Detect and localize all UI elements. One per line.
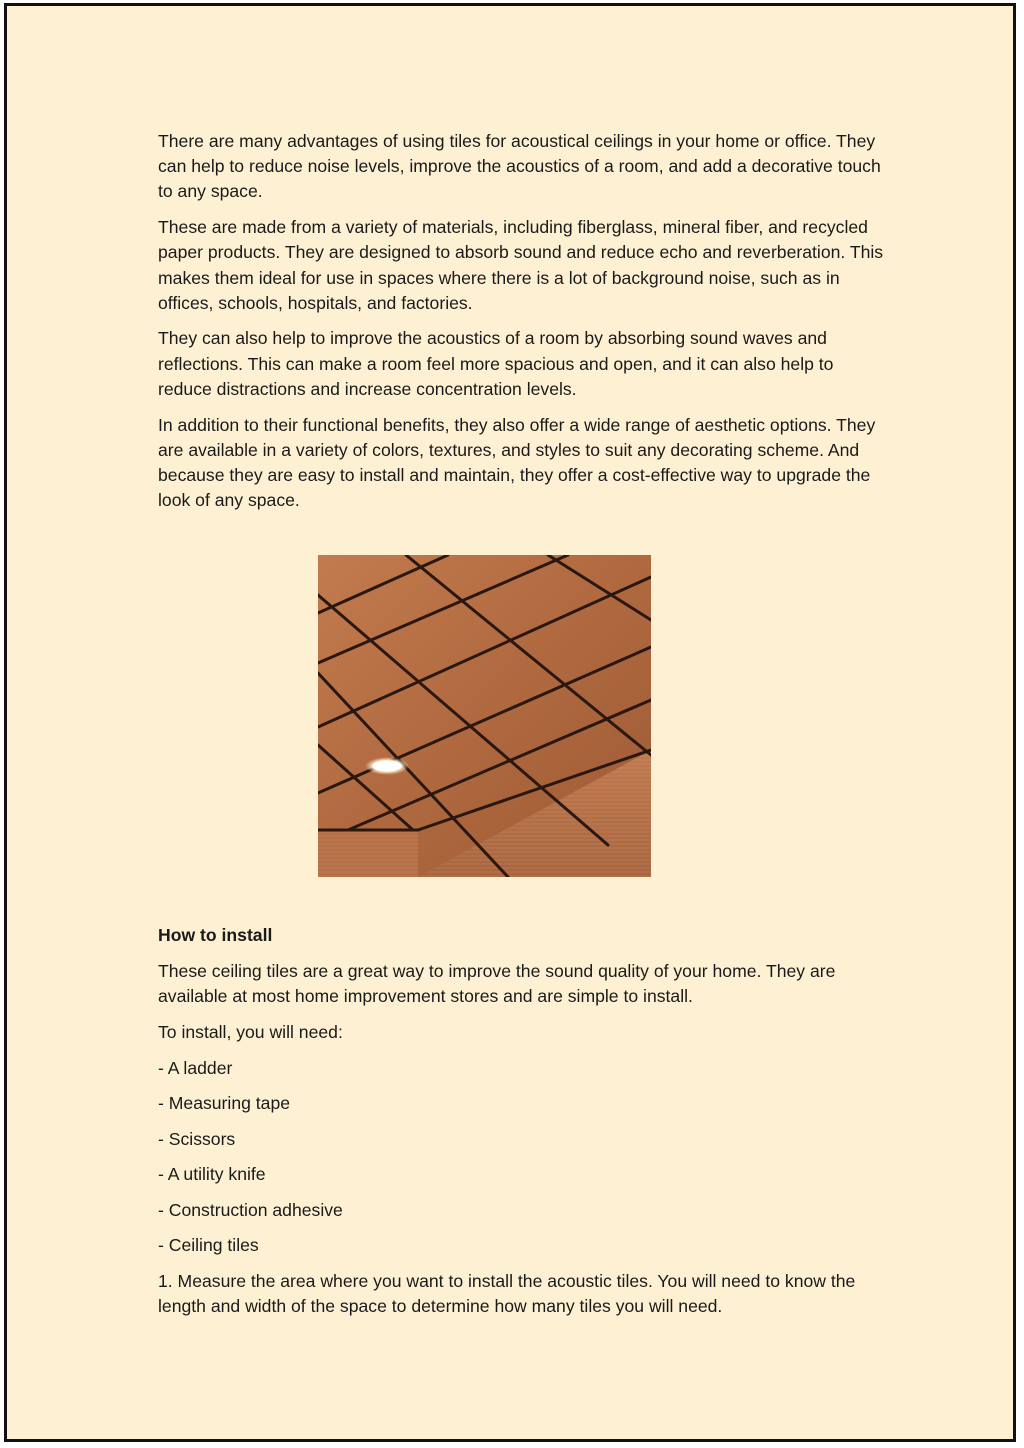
document-page [4,3,1016,1442]
install-needs-label: To install, you will need: [158,1021,343,1042]
list-item: - Measuring tape [158,1093,291,1114]
list-item: - Construction adhesive [158,1199,343,1220]
intro-paragraph-2: These are made from a variety of materials, including fiberglass, mineral fiber, and recycled paper products. They are designed to absorb sound and reduce echo and reverberation. This makes them ideal for use in spaces where there is a lot of background noise, such as in offices, schools, hospitals, and factories. [158,217,884,313]
install-step-1: 1. Measure the area where you want to install the acoustic tiles. You will need to know the length and width of the space to determine how many tiles you will need. [158,1270,856,1316]
list-item: - Ceiling tiles [158,1235,259,1256]
intro-paragraph-1: There are many advantages of using tiles for acoustical ceilings in your home or office. They can help to reduce noise levels, improve the acoustics of a room, and add a decorative touch to any space. [158,131,881,202]
ceiling-tiles-photo [318,555,651,877]
list-item: - Scissors [158,1128,236,1149]
list-item: - A ladder [158,1057,233,1078]
install-heading: How to install [158,925,273,946]
intro-paragraph-4: In addition to their functional benefits, they also offer a wide range of aesthetic options. They are available in a variety of colors, textures, and styles to suit any decorating scheme. And because they are easy to install and maintain, they offer a cost-effective way to upgrade the look of any space. [158,414,876,511]
document-content [158,129,888,1330]
list-item: - A utility knife [158,1164,266,1185]
tools-list [158,1056,888,1259]
install-intro: These ceiling tiles are a great way to improve the sound quality of your home. They are available at most home improvement stores and are simple to install. [158,961,836,1007]
intro-paragraph-3: They can also help to improve the acoustics of a room by absorbing sound waves and reflections. This can make a room feel more spacious and open, and it can also help to reduce distractions and increase concentration levels. [158,328,834,399]
